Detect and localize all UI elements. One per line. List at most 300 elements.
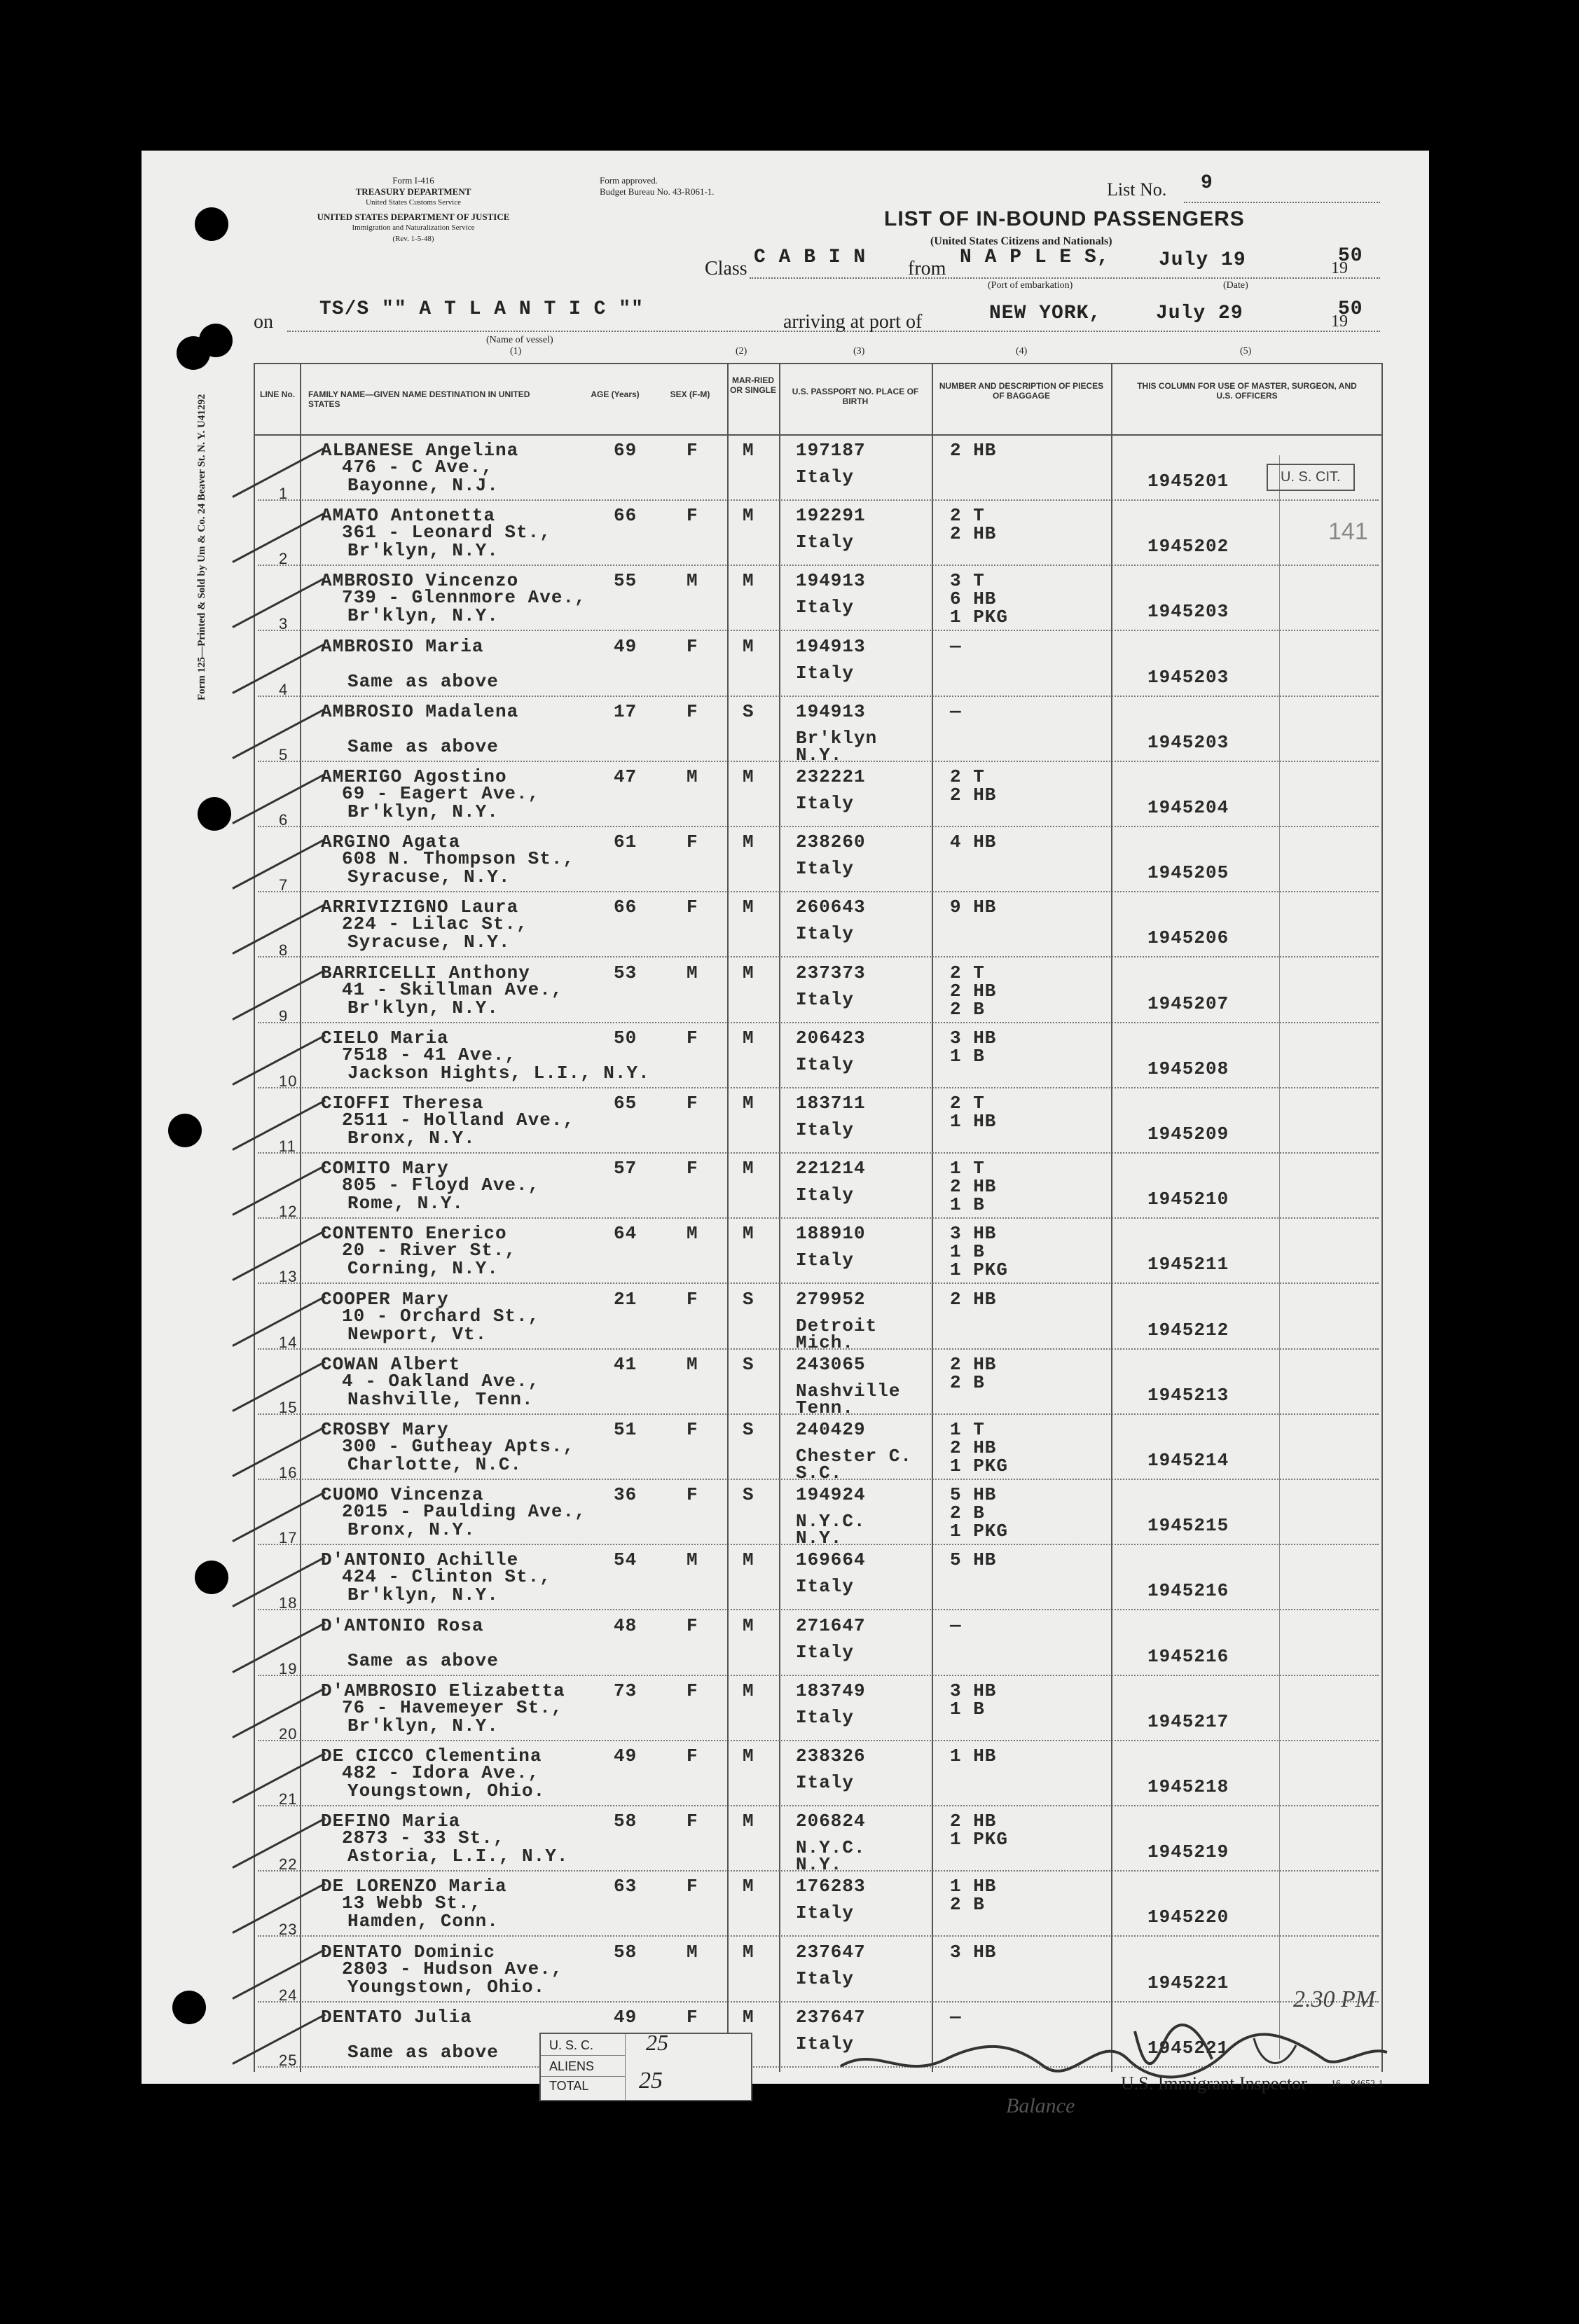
- address-line-1: 482 - Idora Ave.,: [342, 1762, 540, 1783]
- passenger-name: AMERIGO Agostino: [321, 766, 507, 787]
- marital-status: M: [743, 635, 754, 657]
- passport-number: 260643: [796, 897, 866, 918]
- place-of-birth-2: N.Y.: [796, 1528, 843, 1549]
- place-of-birth: Italy: [796, 858, 855, 880]
- line-number: 13: [279, 1268, 298, 1286]
- officer-number: 1945215: [1147, 1515, 1229, 1537]
- baggage-1: 1 HB: [950, 1745, 997, 1766]
- age: 21: [614, 1288, 637, 1310]
- line-number: 16: [279, 1464, 298, 1481]
- sex: F: [687, 700, 698, 722]
- address-line-1: 805 - Floyd Ave.,: [342, 1175, 540, 1196]
- passport-number: 279952: [796, 1288, 866, 1310]
- place-of-birth-2: Mich.: [796, 1332, 855, 1353]
- date-caption: (Date): [1223, 280, 1248, 291]
- address-line-1: 300 - Gutheay Apts.,: [342, 1436, 575, 1457]
- address-line-2: Bayonne, N.J.: [347, 475, 499, 496]
- place-of-birth: Chester C.: [796, 1446, 913, 1467]
- age: 41: [614, 1353, 637, 1375]
- sex: F: [687, 505, 698, 527]
- age: 49: [614, 2006, 637, 2028]
- baggage-2: 1 HB: [950, 1111, 997, 1132]
- marital-status: M: [743, 1158, 754, 1180]
- sex: F: [687, 1419, 698, 1440]
- line-number: 3: [279, 615, 289, 633]
- place-of-birth: Italy: [796, 2033, 855, 2054]
- port-arrival: NEW YORK,: [989, 303, 1102, 324]
- marital-status: M: [743, 897, 754, 918]
- passenger-name: ALBANESE Angelina: [321, 440, 519, 461]
- place-of-birth-2: S.C.: [796, 1462, 843, 1483]
- marital-status: M: [743, 1811, 754, 1832]
- total-label: TOTAL: [549, 2079, 589, 2093]
- address-line-1: 2511 - Holland Ave.,: [342, 1109, 575, 1130]
- address-line-1: 424 - Clinton St.,: [342, 1566, 551, 1588]
- baggage-1: 2 T: [950, 962, 985, 983]
- passport-number: 206824: [796, 1811, 866, 1832]
- sex: F: [687, 1876, 698, 1897]
- baggage-1: 2 HB: [950, 440, 997, 461]
- marital-status: M: [743, 1093, 754, 1114]
- table-row: [0, 1611, 1579, 1678]
- passenger-name: ARGINO Agata: [321, 831, 461, 853]
- col-header-married: MAR-RIED OR SINGLE: [729, 375, 776, 395]
- address-line-1: 76 - Havemeyer St.,: [342, 1696, 563, 1718]
- baggage-3: 2 B: [950, 998, 985, 1020]
- marital-status: M: [743, 505, 754, 527]
- address-line-2: Nashville, Tenn.: [347, 1388, 534, 1410]
- passenger-name: DENTATO Julia: [321, 2006, 472, 2028]
- passport-number: 183749: [796, 1680, 866, 1701]
- sex: M: [687, 570, 698, 592]
- passport-number: 169664: [796, 1549, 866, 1571]
- address-line-2: Br'klyn, N.Y.: [347, 605, 499, 627]
- baggage-1: 9 HB: [950, 897, 997, 918]
- binder-hole: [195, 207, 228, 241]
- place-of-birth: Nashville: [796, 1380, 901, 1402]
- passenger-name: CIELO Maria: [321, 1027, 449, 1049]
- passport-number: 237373: [796, 962, 866, 983]
- marital-status: M: [743, 962, 754, 983]
- passenger-name: AMBROSIO Madalena: [321, 700, 519, 722]
- aliens-label: ALIENS: [549, 2059, 595, 2073]
- passport-number: 183711: [796, 1093, 866, 1114]
- passport-number: 238260: [796, 831, 866, 853]
- officer-number: 1945206: [1147, 927, 1229, 949]
- embark-year-prefix: 19: [1331, 259, 1348, 277]
- marital-status: M: [743, 2006, 754, 2028]
- age: 57: [614, 1158, 637, 1180]
- age: 61: [614, 831, 637, 853]
- age: 36: [614, 1484, 637, 1506]
- printer-side-text: Form 125—Printed & Sold by Um & Co. 24 Beaver St. N. Y. U41292: [196, 394, 207, 700]
- margin-number: 141: [1328, 518, 1368, 545]
- port-embarkation: N A P L E S,: [960, 247, 1110, 268]
- officer-number: 1945212: [1147, 1319, 1229, 1341]
- sex: F: [687, 1614, 698, 1636]
- address-line-1: 41 - Skillman Ave.,: [342, 978, 563, 1000]
- passenger-name: DE LORENZO Maria: [321, 1876, 507, 1897]
- vessel-caption: (Name of vessel): [486, 335, 553, 345]
- address-line-2: Same as above: [347, 2041, 499, 2063]
- line-number: 15: [279, 1398, 298, 1416]
- table-row: [0, 827, 1579, 892]
- passenger-name: DE CICCO Clementina: [321, 1745, 542, 1766]
- age: 63: [614, 1876, 637, 1897]
- baggage-1: 3 T: [950, 570, 985, 592]
- place-of-birth: Italy: [796, 597, 855, 618]
- baggage-1: —: [950, 2006, 962, 2028]
- passport-number: 197187: [796, 440, 866, 461]
- baggage-3: 1 PKG: [950, 607, 1009, 628]
- table-row: [0, 1285, 1579, 1353]
- place-of-birth: Italy: [796, 1641, 855, 1663]
- address-line-1: 739 - Glennmore Ave.,: [342, 587, 586, 609]
- form-approved: Form approved.: [600, 175, 659, 186]
- passport-number: 194913: [796, 570, 866, 592]
- binder-hole: [199, 324, 233, 357]
- age: 54: [614, 1549, 637, 1571]
- place-of-birth: N.Y.C.: [796, 1511, 866, 1533]
- officer-number: 1945216: [1147, 1645, 1229, 1667]
- address-line-1: 2873 - 33 St.,: [342, 1827, 505, 1849]
- officer-number: 1945202: [1147, 536, 1229, 558]
- address-line-2: Corning, N.Y.: [347, 1258, 499, 1280]
- sex: F: [687, 1288, 698, 1310]
- baggage-2: 2 HB: [950, 784, 997, 805]
- place-of-birth: Italy: [796, 1184, 855, 1206]
- place-of-birth: Italy: [796, 1119, 855, 1140]
- address-line-2: Br'klyn, N.Y.: [347, 1715, 499, 1736]
- passenger-name: AMATO Antonetta: [321, 505, 496, 527]
- passport-number: 194913: [796, 635, 866, 657]
- age: 49: [614, 635, 637, 657]
- passport-number: 232221: [796, 766, 866, 787]
- line-number: 1: [279, 485, 289, 502]
- baggage-2: 2 B: [950, 1502, 985, 1524]
- place-of-birth: Italy: [796, 988, 855, 1010]
- line-number: 21: [279, 1790, 298, 1808]
- line-number: 24: [279, 1986, 298, 2004]
- address-line-2: Jackson Hights, L.I., N.Y.: [347, 1062, 650, 1084]
- baggage-3: 1 B: [950, 1194, 985, 1216]
- passport-number: 221214: [796, 1158, 866, 1180]
- baggage-1: —: [950, 700, 962, 722]
- table-row: [0, 1872, 1579, 1939]
- passenger-name: COOPER Mary: [321, 1288, 449, 1310]
- address-line-2: Same as above: [347, 670, 499, 692]
- passport-number: 243065: [796, 1353, 866, 1375]
- passport-number: 271647: [796, 1614, 866, 1636]
- usc-label: U. S. C.: [549, 2038, 594, 2052]
- sex: F: [687, 2006, 698, 2028]
- baggage-1: 2 T: [950, 505, 985, 527]
- sex: F: [687, 1027, 698, 1049]
- passenger-name: CUOMO Vincenza: [321, 1484, 484, 1506]
- age: 69: [614, 440, 637, 461]
- ins-service: Immigration and Naturalization Service: [352, 223, 475, 232]
- table-row: [0, 1415, 1579, 1483]
- age: 58: [614, 1941, 637, 1963]
- line-number: 5: [279, 745, 289, 763]
- address-line-1: 2803 - Hudson Ave.,: [342, 1958, 563, 1979]
- address-line-1: 69 - Eagert Ave.,: [342, 783, 540, 804]
- baggage-2: 1 B: [950, 1045, 985, 1067]
- place-of-birth: Italy: [796, 1250, 855, 1271]
- line-number: 11: [279, 1137, 296, 1155]
- line-number: 10: [279, 1072, 298, 1090]
- baggage-2: 2 B: [950, 1894, 985, 1916]
- sex: F: [687, 831, 698, 853]
- baggage-1: 5 HB: [950, 1484, 997, 1506]
- marital-status: M: [743, 1680, 754, 1701]
- age: 65: [614, 1093, 637, 1114]
- place-of-birth: Br'klyn: [796, 727, 878, 749]
- officer-number: 1945211: [1147, 1254, 1229, 1275]
- marital-status: S: [743, 1288, 754, 1310]
- line-number: 18: [279, 1594, 298, 1612]
- passport-number: 188910: [796, 1223, 866, 1245]
- marital-status: S: [743, 1419, 754, 1440]
- passenger-name: D'ANTONIO Rosa: [321, 1614, 484, 1636]
- address-line-2: Syracuse, N.Y.: [347, 932, 511, 953]
- marital-status: M: [743, 570, 754, 592]
- baggage-1: —: [950, 1614, 962, 1636]
- col-header-line: LINE No.: [260, 389, 295, 399]
- passenger-name: CIOFFI Theresa: [321, 1093, 484, 1114]
- place-of-birth-2: N.Y.: [796, 1854, 843, 1876]
- inspector-caption: U.S. Immigrant Inspector: [1121, 2073, 1307, 2094]
- address-line-2: Rome, N.Y.: [347, 1193, 464, 1215]
- place-of-birth: Italy: [796, 662, 855, 684]
- table-row: [0, 566, 1579, 633]
- baggage-1: 3 HB: [950, 1223, 997, 1245]
- arrival-year: 50: [1338, 298, 1363, 320]
- line-number: 17: [279, 1529, 298, 1547]
- passport-number: 176283: [796, 1876, 866, 1897]
- form-subtitle: (United States Citizens and Nationals): [930, 235, 1112, 247]
- table-row: [0, 1023, 1579, 1088]
- line-number: 8: [279, 941, 289, 960]
- col-header-officers: THIS COLUMN FOR USE OF MASTER, SURGEON, AND U.S. OFFICERS: [1137, 381, 1357, 401]
- form-title: LIST OF IN-BOUND PASSENGERS: [884, 207, 1245, 230]
- sex: M: [687, 1549, 698, 1571]
- address-line-2: Charlotte, N.C.: [347, 1454, 523, 1475]
- table-row: [0, 1545, 1579, 1610]
- marital-status: M: [743, 440, 754, 461]
- usc-value: 25: [646, 2030, 668, 2055]
- place-of-birth: Italy: [796, 923, 855, 945]
- total-value: 25: [639, 2068, 663, 2094]
- baggage-1: —: [950, 635, 962, 657]
- marital-status: M: [743, 766, 754, 787]
- sex: F: [687, 1093, 698, 1114]
- table-row: [0, 1480, 1579, 1549]
- officer-number: 1945205: [1147, 862, 1229, 884]
- address-line-2: Br'klyn, N.Y.: [347, 540, 499, 562]
- handwritten-balance: Balance: [1006, 2094, 1075, 2117]
- address-line-2: Bronx, N.Y.: [347, 1519, 476, 1541]
- baggage-3: 1 PKG: [950, 1521, 1009, 1542]
- table-row: [0, 1088, 1579, 1153]
- line-number: 12: [279, 1203, 298, 1221]
- baggage-1: 2 T: [950, 1093, 985, 1114]
- on-label: on: [254, 311, 273, 333]
- address-line-1: 13 Webb St.,: [342, 1893, 482, 1914]
- table-row: [0, 892, 1579, 960]
- officer-number: 1945218: [1147, 1776, 1229, 1797]
- baggage-2: 2 HB: [950, 1176, 997, 1198]
- budget-bureau: Budget Bureau No. 43-R061-1.: [600, 186, 715, 197]
- address-line-2: Br'klyn, N.Y.: [347, 801, 499, 822]
- officer-number: 1945207: [1147, 992, 1229, 1014]
- address-line-2: Astoria, L.I., N.Y.: [347, 1846, 569, 1867]
- place-of-birth: Italy: [796, 1053, 855, 1075]
- sex: F: [687, 1484, 698, 1506]
- place-of-birth: Detroit: [796, 1315, 878, 1336]
- passenger-name: DEFINO Maria: [321, 1811, 461, 1832]
- place-of-birth: Italy: [796, 793, 855, 814]
- officer-number: 1945221: [1147, 2037, 1229, 2059]
- marital-status: M: [743, 1614, 754, 1636]
- us-cit-stamp: U. S. CIT.: [1267, 464, 1355, 491]
- place-of-birth-2: N.Y.: [796, 744, 843, 766]
- sex: M: [687, 1941, 698, 1963]
- sex: F: [687, 1745, 698, 1766]
- passenger-name: ARRIVIZIGNO Laura: [321, 897, 519, 918]
- place-of-birth: N.Y.C.: [796, 1837, 866, 1859]
- baggage-1: 3 HB: [950, 1027, 997, 1049]
- arrival-date: July 29: [1156, 303, 1243, 324]
- age: 50: [614, 1027, 637, 1049]
- table-row: [0, 1219, 1579, 1286]
- marital-status: M: [743, 1941, 754, 1963]
- address-line-2: Br'klyn, N.Y.: [347, 1584, 499, 1606]
- table-row: [0, 697, 1579, 766]
- address-line-1: 476 - C Ave.,: [342, 457, 493, 478]
- address-line-1: 7518 - 41 Ave.,: [342, 1044, 517, 1065]
- address-line-2: Youngstown, Ohio.: [347, 1976, 546, 1998]
- col-num-5: (5): [1240, 346, 1252, 357]
- passenger-name: AMBROSIO Maria: [321, 635, 484, 657]
- line-number: 6: [279, 811, 289, 829]
- officer-number: 1945201: [1147, 471, 1229, 492]
- line-number: 7: [279, 876, 289, 894]
- place-of-birth: Italy: [796, 466, 855, 487]
- officer-number: 1945209: [1147, 1123, 1229, 1144]
- age: 66: [614, 897, 637, 918]
- age: 58: [614, 1811, 637, 1832]
- line-number: 9: [279, 1007, 289, 1025]
- officer-number: 1945204: [1147, 797, 1229, 818]
- from-label: from: [908, 258, 946, 279]
- line-number: 2: [279, 550, 289, 568]
- passenger-name: COWAN Albert: [321, 1353, 461, 1375]
- revision-date: (Rev. 1-5-48): [392, 235, 434, 243]
- list-no-label: List No.: [1107, 179, 1167, 200]
- class-value: C A B I N: [754, 247, 867, 268]
- passport-number: 237647: [796, 2006, 866, 2028]
- passenger-name: BARRICELLI Anthony: [321, 962, 530, 983]
- age: 55: [614, 570, 637, 592]
- baggage-2: 2 HB: [950, 980, 997, 1002]
- marital-status: M: [743, 1027, 754, 1049]
- marital-status: M: [743, 1876, 754, 1897]
- sex: M: [687, 766, 698, 787]
- baggage-1: 3 HB: [950, 1941, 997, 1963]
- officer-number: 1945203: [1147, 731, 1229, 753]
- sex: F: [687, 897, 698, 918]
- age: 48: [614, 1614, 637, 1636]
- marital-status: M: [743, 1223, 754, 1245]
- embarkation-date: July 19: [1159, 249, 1246, 271]
- table-row: [0, 1154, 1579, 1221]
- line-number: 22: [279, 1855, 298, 1874]
- marital-status: M: [743, 1549, 754, 1571]
- baggage-1: 1 T: [950, 1419, 985, 1440]
- age: 49: [614, 1745, 637, 1766]
- form-number: Form I-416: [392, 175, 434, 186]
- place-of-birth: Italy: [796, 1967, 855, 1989]
- marital-status: S: [743, 700, 754, 722]
- address-line-1: 20 - River St.,: [342, 1240, 517, 1261]
- marital-status: M: [743, 831, 754, 853]
- place-of-birth: Italy: [796, 532, 855, 553]
- treasury-dept: TREASURY DEPARTMENT: [355, 186, 471, 197]
- col-header-passport: U.S. PASSPORT NO. PLACE OF BIRTH: [792, 387, 919, 406]
- baggage-1: 2 HB: [950, 1353, 997, 1375]
- port-embark-caption: (Port of embarkation): [988, 280, 1073, 291]
- passport-number: 194913: [796, 700, 866, 722]
- marital-status: S: [743, 1353, 754, 1375]
- passenger-name: COMITO Mary: [321, 1158, 449, 1180]
- baggage-1: 2 HB: [950, 1288, 997, 1310]
- line-number: 14: [279, 1333, 298, 1351]
- address-line-2: Same as above: [347, 1649, 499, 1671]
- arrival-year-prefix: 19: [1331, 312, 1348, 331]
- passport-number: 192291: [796, 505, 866, 527]
- passenger-name: AMBROSIO Vincenzo: [321, 570, 519, 592]
- col-num-1: (1): [510, 346, 522, 357]
- age: 17: [614, 700, 637, 722]
- place-of-birth: Italy: [796, 1576, 855, 1598]
- baggage-1: 2 T: [950, 766, 985, 787]
- officer-number: 1945203: [1147, 601, 1229, 623]
- passport-number: 237647: [796, 1941, 866, 1963]
- sex: F: [687, 635, 698, 657]
- inspector-signature: [834, 2017, 1394, 2101]
- address-line-2: Syracuse, N.Y.: [347, 866, 511, 888]
- baggage-1: 5 HB: [950, 1549, 997, 1571]
- baggage-3: 1 PKG: [950, 1259, 1009, 1281]
- line-number: 4: [279, 680, 289, 698]
- totals-box: [539, 2030, 752, 2101]
- list-no-value: 9: [1201, 172, 1213, 194]
- address-line-2: Bronx, N.Y.: [347, 1128, 476, 1149]
- baggage-2: 1 B: [950, 1241, 985, 1263]
- sex: M: [687, 1353, 698, 1375]
- address-line-1: 608 N. Thompson St.,: [342, 848, 575, 870]
- officer-number: 1945221: [1147, 1972, 1229, 1993]
- passport-number: 238326: [796, 1745, 866, 1766]
- age: 64: [614, 1223, 637, 1245]
- line-number: 19: [279, 1659, 298, 1678]
- baggage-2: 1 B: [950, 1698, 985, 1720]
- baggage-2: 6 HB: [950, 588, 997, 610]
- passport-number: 240429: [796, 1419, 866, 1440]
- justice-dept: UNITED STATES DEPARTMENT OF JUSTICE: [317, 212, 510, 222]
- officer-number: 1945216: [1147, 1580, 1229, 1602]
